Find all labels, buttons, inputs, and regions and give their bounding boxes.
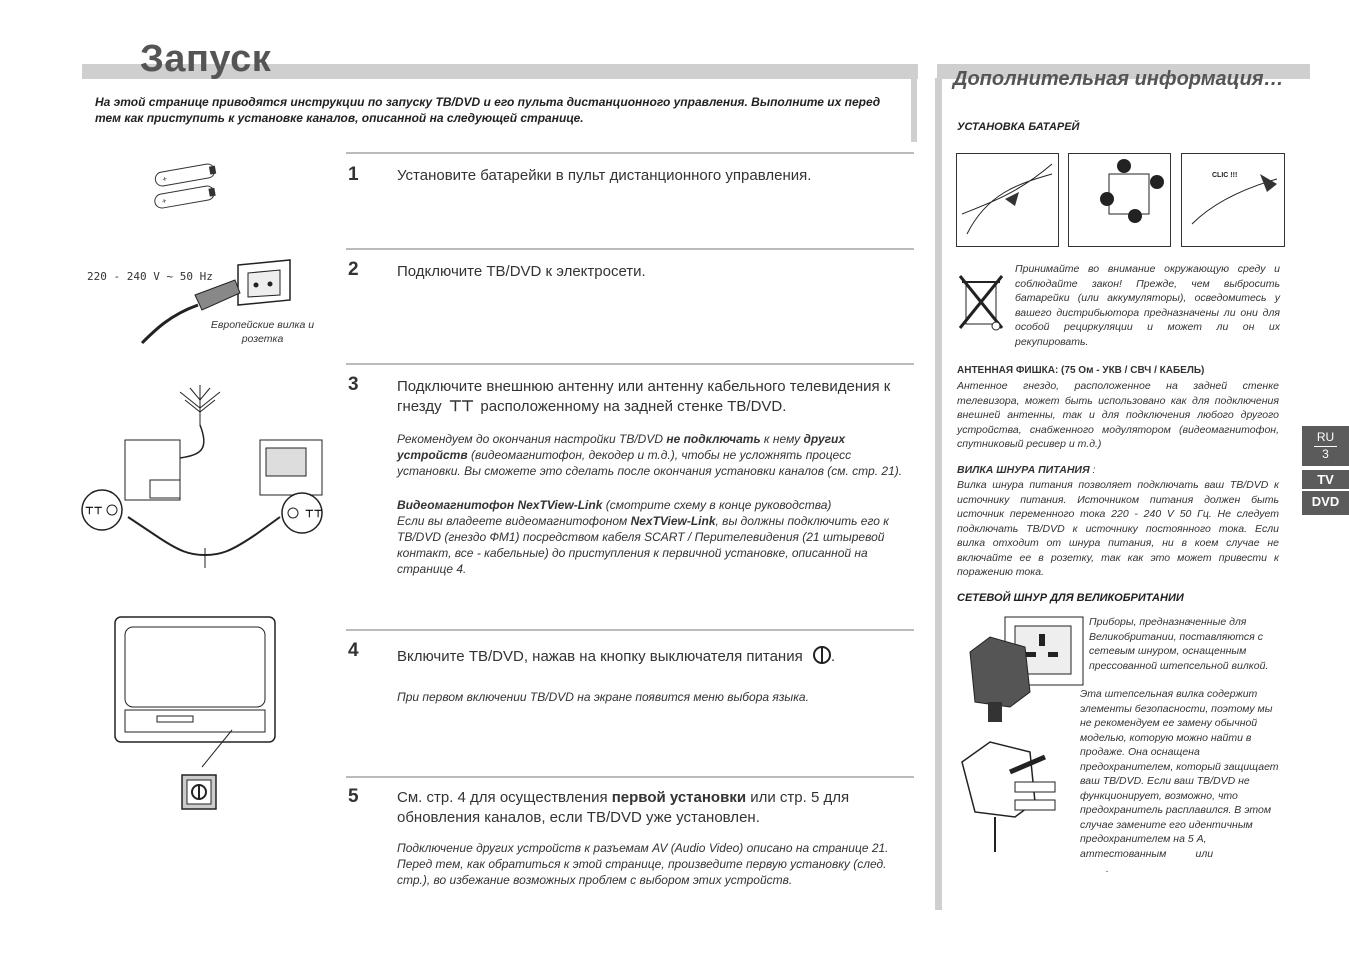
- plug-heading-line: [957, 463, 1279, 478]
- environment-text: Принимайте во внимание окружающую среду и соблюдайте закон! Прежде, чем выбросить батарейки (или аккумуляторы), осведомитесь у вашего дистрибьютора предназначены ли они для особой рециркуляции и может ли он их рекупировать.: [1015, 263, 1280, 348]
- nextview-title: Видеомагнитофон NexTView-Link: [397, 498, 603, 512]
- note-part: других устройств: [397, 432, 846, 462]
- uk-text-3: .: [1106, 863, 1109, 875]
- tv-tab: TV: [1302, 470, 1349, 489]
- uk-plug-illustration: [960, 612, 1085, 857]
- note-part: (смотрите схему в конце руководства): [602, 498, 832, 512]
- step-number: 1: [348, 164, 359, 185]
- note-part: к нему: [760, 432, 804, 446]
- step-1-text: Установите батарейки в пульт дистанционного управления.: [397, 167, 812, 184]
- note-part: не подключать: [666, 432, 761, 446]
- step-3-text-a: Подключите внешнюю антенну или антенну кабельного телевидения к гнезду: [397, 378, 891, 415]
- step-divider: [346, 629, 914, 631]
- tv-illustration: [112, 612, 282, 812]
- step-divider: [346, 363, 914, 365]
- recycle-bin-crossed-icon: [958, 270, 1006, 332]
- step-5-note: Подключение других устройств к разъемам AV (Audio Video) описано на странице 21. Перед тем, как обратиться к этой странице, произведите первую установку (след. стр.), во избежание возможных проблем с выбором этих устройств.: [397, 841, 889, 887]
- note-part: NexTView-Link: [630, 514, 716, 528]
- text-part: См. стр. 4 для осуществления: [397, 789, 612, 806]
- step-divider: [346, 152, 914, 154]
- note-part: (видеомагнитофон, декодер и т.д.), чтобы не усложнять процесс установки. Вы сможете это сделать после окончания установки каналов (см. стр. 21).: [397, 448, 903, 478]
- batteries-heading: УСТАНОВКА БАТАРЕЙ: [957, 121, 1080, 133]
- step-number: 4: [348, 640, 359, 661]
- plug-caption: Европейские вилка и розетка: [210, 319, 315, 345]
- text-part: первой установки: [611, 789, 747, 806]
- column-divider: [911, 78, 917, 142]
- uk-text-2: Эта штепсельная вилка содержит элементы безопасности, поэтому мы не рекомендуем ее замену обычной моделью, которую можно найти в продаже. Она оснащена предохранителем, который защищает ваш ТВ/DVD. Если ваш ТВ/DVD не функционирует, возможно, что предохранитель расплавился. В этом случае замените его идентичным предохранителем на 5 А, аттестованным или: [1080, 688, 1282, 860]
- battery-step-2-image: [1068, 153, 1171, 247]
- page-number: 3: [1314, 446, 1337, 461]
- plug-text: Вилка шнура питания позволяет подключать ваш ТВ/DVD к источнику питания. Источником питания должен быть источник переменного тока 220 - 240 V 50 Гц. Не следует подключать ТВ/DVD к источнику постоянного тока. Если вилка отходит от шнура питания, ни в коем случае не включайте ее в розетку, так как это может привести к поражению тока.: [957, 479, 1279, 578]
- plug-heading-suffix: :: [1089, 464, 1096, 476]
- svg-text:+: +: [161, 196, 168, 206]
- step-4-text: Включите ТВ/DVD, нажав на кнопку выключателя питания .: [397, 648, 836, 665]
- step-number: 5: [348, 786, 359, 807]
- step-4-text-main: Включите ТВ/DVD, нажав на кнопку выключателя питания: [397, 648, 803, 665]
- step-4-note: При первом включении ТВ/DVD на экране появится меню выбора языка.: [397, 690, 809, 704]
- step-3-text: [397, 377, 917, 417]
- step-2-text: Подключите ТВ/DVD к электросети.: [397, 263, 646, 280]
- clic-label: CLIC !!!: [1212, 172, 1238, 179]
- step-5-text: [397, 788, 917, 828]
- plug-socket-illustration: [140, 255, 300, 345]
- antenna-text: Антенное гнездо, расположенное на задней стенке телевизора, может быть использовано как для подключения внешней антенны, так и для подключения любого другого устройства, снабженного модулятором (видеомагнитофон, спутниковый ресивер и т.д.): [957, 380, 1279, 450]
- step-3-text-b: расположенному на задней стенке ТВ/DVD.: [480, 398, 787, 415]
- step-3-note: [397, 431, 912, 479]
- antenna-heading: АНТЕННАЯ ФИШКА: (75 Ом - УКВ / СВЧ / КАБЕЛЬ): [957, 365, 1205, 376]
- step-number: 3: [348, 374, 359, 395]
- svg-text:+: +: [161, 174, 168, 184]
- sidebar-title: Дополнительная информация…: [953, 68, 1284, 90]
- antenna-socket-icon: ⊤⊤: [445, 398, 477, 415]
- svg-text:⊤⊤: ⊤⊤: [85, 506, 103, 517]
- plug-heading: ВИЛКА ШНУРА ПИТАНИЯ: [957, 464, 1090, 476]
- nextview-note: [397, 497, 912, 577]
- voltage-label: 220 - 240 V ~ 50 Hz: [87, 270, 213, 283]
- uk-cord-heading: СЕТЕВОЙ ШНУР ДЛЯ ВЕЛИКОБРИТАНИИ: [957, 592, 1184, 604]
- sidebar-divider: [935, 78, 942, 910]
- intro-text: На этой странице приводятся инструкции по запуску ТВ/DVD и его пульта дистанционного управления. Выполните их перед тем как приступить к установке каналов, описанной на следующей странице.: [95, 95, 881, 125]
- text-part: или стр. 5 для обновления каналов, если ТВ/DVD уже установлен.: [397, 789, 850, 826]
- step-divider: [346, 776, 914, 778]
- battery-step-3-image: [1181, 153, 1285, 247]
- battery-step-1-image: [956, 153, 1059, 247]
- note-part: Если вы владеете видеомагнитофоном: [397, 514, 631, 528]
- antenna-connection-illustration: [80, 380, 340, 570]
- dvd-tab: DVD: [1302, 491, 1349, 515]
- page-title: Запуск: [140, 38, 272, 80]
- uk-text-1: Приборы, предназначенные для Великобритании, поставляются с сетевым шнуром, оснащенным прессованной штепсельной вилкой.: [1089, 616, 1269, 672]
- svg-text:⊤⊤: ⊤⊤: [305, 509, 323, 520]
- language-tab: [1302, 426, 1349, 466]
- note-part: Рекомендуем до окончания настройки ТВ/DVD: [397, 432, 667, 446]
- power-icon: [813, 646, 831, 664]
- step-divider: [346, 248, 914, 250]
- note-part: , вы должны подключить его к ТВ/DVD (гнездо ФМ1) посредством кабеля SCART / Перителевидения (21 штыревой контакт, все - кабельные) до приступления к первичной установке, описанной на странице 4.: [397, 514, 889, 576]
- batteries-illustration: [150, 160, 230, 220]
- lang-label: RU: [1316, 430, 1335, 444]
- step-number: 2: [348, 259, 359, 280]
